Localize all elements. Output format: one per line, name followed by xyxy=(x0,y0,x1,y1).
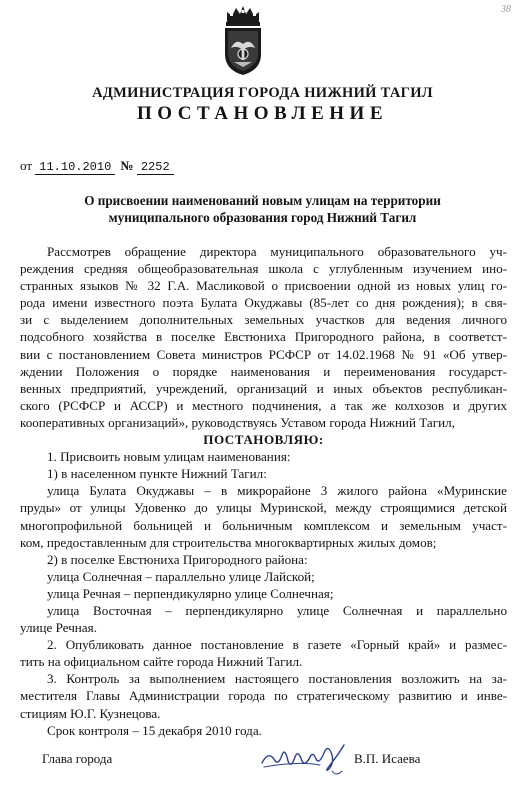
body-line: 3. Контроль за выполнением настоящего постановления возложить на за- xyxy=(47,671,507,687)
signer-name: В.П. Исаева xyxy=(354,751,421,766)
document-number: 2252 xyxy=(137,160,174,175)
body-line: 1. Присвоить новым улицам наименования: xyxy=(47,449,291,465)
body-line: улица Восточная – перпендикулярно улице Солнечная и параллельно xyxy=(47,602,507,618)
body-line: многопрофильной больницей и больничным комплексом и земельным участ- xyxy=(20,517,507,533)
administration-title: АДМИНИСТРАЦИЯ ГОРОДА НИЖНИЙ ТАГИЛ xyxy=(92,85,433,101)
document-body xyxy=(20,243,507,739)
subject-line: О присвоении наименований новым улицам на территории xyxy=(84,193,441,208)
body-line: улица Булата Окуджавы – в микрорайоне 3 жилого района «Муринские xyxy=(47,483,507,499)
signature-block xyxy=(0,745,525,785)
subject-line: муниципального образования город Нижний Тагил xyxy=(108,210,417,225)
date-prefix: от xyxy=(20,158,33,173)
body-line: Срок контроля – 15 декабря 2010 года. xyxy=(47,722,262,738)
page-number: 38 xyxy=(501,4,511,15)
body-line: зи с выделением дополнительных земельных участков для ведения личного xyxy=(20,312,507,328)
body-line: ждении Положения о порядке наименования и переименования государст- xyxy=(20,363,507,379)
body-line: местителя Главы Администрации города по стратегическому развитию и инве- xyxy=(20,688,507,704)
document-type-title: ПОСТАНОВЛЕНИЕ xyxy=(136,103,389,124)
body-line: подсобного хозяйства в поселке Евстюниха Пригородного района, в соответст- xyxy=(20,329,507,345)
body-line: улица Речная – перпендикулярно улице Солнечная; xyxy=(47,585,334,601)
body-line: рода имени известного поэта Булата Окуджавы (85-лет со дня рождения); в свя- xyxy=(20,295,507,311)
body-line: 2) в поселке Евстюниха Пригородного района: xyxy=(47,551,308,567)
body-line: улица Солнечная – параллельно улице Лайской; xyxy=(47,568,315,584)
body-line: венных предприятий, учреждений, организаций и иных объектов республикан- xyxy=(20,380,507,396)
body-line: реждения средняя общеобразовательная школа с углубленным изучением ино- xyxy=(20,261,507,277)
body-line: ком, предоставленным для строительства многоквартирных жилых домов; xyxy=(20,534,437,550)
body-line: 2. Опубликовать данное постановление в газете «Горный край» и размес- xyxy=(47,637,507,653)
body-line: стициям Ю.Г. Кузнецова. xyxy=(20,705,161,721)
city-coat-of-arms-icon xyxy=(222,4,264,76)
handwritten-signature-icon xyxy=(258,737,348,781)
document-subject xyxy=(40,192,485,226)
body-line: 1) в населенном пункте Нижний Тагил: xyxy=(47,466,267,482)
document-date: 11.10.2010 xyxy=(35,160,115,175)
body-line: кооперативных организаций», руководствуясь Уставом города Нижний Тагил, xyxy=(20,414,455,430)
body-line: странных языков № 32 Г.А. Масликовой о присвоении одной из новых улиц го- xyxy=(20,278,507,294)
body-line: вии с постановлением Совета министров РСФСР от 14.02.1968 № 91 «Об утвер- xyxy=(20,346,507,362)
signer-role: Глава города xyxy=(42,751,113,766)
number-label: № xyxy=(120,158,134,173)
decree-heading: ПОСТАНОВЛЯЮ: xyxy=(203,432,324,448)
date-and-number xyxy=(20,158,174,174)
body-line: ского (РСФСР и АССР) и местного подчинения, а так же колхозов и других xyxy=(20,397,507,413)
body-line: улице Речная. xyxy=(20,620,97,636)
body-line: Рассмотрев обращение директора муниципального образовательного уч- xyxy=(47,244,507,259)
body-line: пруды» от улицы Удовенко до улицы Муринской, между строящимися детской xyxy=(20,500,507,516)
body-line: тить на официальном сайте города Нижний Тагил. xyxy=(20,654,303,670)
